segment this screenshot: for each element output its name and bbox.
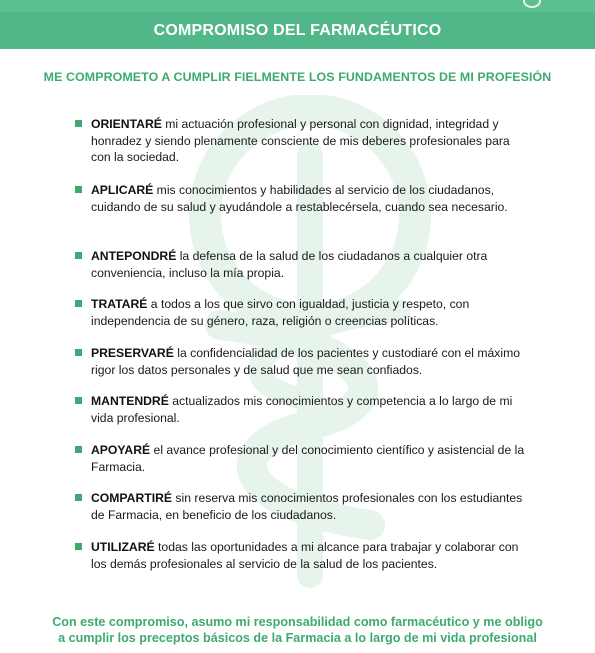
list-item: [75, 442, 525, 475]
commitment-text: [91, 393, 525, 426]
header-bar: [0, 12, 595, 49]
commitment-verb: PRESERVARÉ: [91, 346, 174, 360]
closing-line-1: Con este compromiso, asumo mi responsabilidad como farmacéutico y me obligo: [52, 615, 543, 629]
top-strip: [0, 0, 595, 12]
commitment-text: [91, 539, 525, 572]
commitment-subtitle: ME COMPROMETO A CUMPLIR FIELMENTE LOS FUNDAMENTOS DE MI PROFESIÓN: [43, 70, 552, 84]
commitment-text: [91, 182, 525, 215]
commitment-body: todas las oportunidades a mi alcance para trabajar y colaborar con los demás profesionales al servicio de la salud de los pacientes.: [91, 540, 519, 571]
commitment-text: [91, 248, 525, 281]
list-item: [75, 116, 525, 166]
square-bullet-icon: [75, 397, 82, 404]
commitment-verb: ORIENTARÉ: [91, 117, 162, 131]
commitment-verb: COMPARTIRÉ: [91, 491, 173, 505]
commitment-text: [91, 296, 525, 329]
page-title: COMPROMISO DEL FARMACÉUTICO: [153, 21, 442, 39]
commitment-verb: APOYARÉ: [91, 443, 151, 457]
commitment-body: sin reserva mis conocimientos profesionales con los estudiantes de Farmacia, en beneficio de los ciudadanos.: [91, 491, 523, 522]
commitment-body: la confidencialidad de los pacientes y custodiaré con el máximo rigor los datos personales y de salud que me sean confiados.: [91, 346, 521, 377]
commitment-verb: MANTENDRÉ: [91, 394, 169, 408]
square-bullet-icon: [75, 252, 82, 259]
commitment-text: [91, 116, 525, 166]
list-item: [75, 393, 525, 426]
commitment-verb: TRATARÉ: [91, 297, 148, 311]
commitment-text: [91, 490, 525, 523]
commitment-body: la defensa de la salud de los ciudadanos a cualquier otra conveniencia, incluso la mía propia.: [91, 249, 488, 280]
list-item: [75, 539, 525, 572]
commitment-body: a todos a los que sirvo con igualdad, justicia y respeto, con independencia de su género, raza, religión o creencias políticas.: [91, 297, 470, 328]
square-bullet-icon: [75, 494, 82, 501]
commitment-body: actualizados mis conocimientos y competencia a lo largo de mi vida profesional.: [91, 394, 513, 425]
list-item: [75, 490, 525, 523]
closing-statement: [0, 615, 595, 646]
list-item: [75, 248, 525, 281]
commitment-text: [91, 442, 525, 475]
square-bullet-icon: [75, 120, 82, 127]
commitment-verb: APLICARÉ: [91, 183, 154, 197]
corner-logo-mark: [523, 0, 541, 8]
commitment-body: el avance profesional y del conocimiento científico y asistencial de la Farmacia.: [91, 443, 525, 474]
commitment-body: mi actuación profesional y personal con dignidad, integridad y honradez y siendo plenamente consciente de mis deberes profesionales para con la sociedad.: [91, 117, 510, 164]
square-bullet-icon: [75, 543, 82, 550]
square-bullet-icon: [75, 446, 82, 453]
list-item: [75, 345, 525, 378]
commitment-text: [91, 345, 525, 378]
list-item: [75, 296, 525, 329]
square-bullet-icon: [75, 186, 82, 193]
commitment-verb: ANTEPONDRÉ: [91, 249, 177, 263]
commitment-verb: UTILIZARÉ: [91, 540, 155, 554]
square-bullet-icon: [75, 349, 82, 356]
square-bullet-icon: [75, 300, 82, 307]
list-item: [75, 182, 525, 215]
closing-line-2: a cumplir los preceptos básicos de la Farmacia a lo largo de mi vida profesional: [58, 630, 537, 645]
commitment-body: mis conocimientos y habilidades al servicio de los ciudadanos, cuidando de su salud y ayudándole a restablecérsela, cuando sea necesario.: [91, 183, 508, 214]
